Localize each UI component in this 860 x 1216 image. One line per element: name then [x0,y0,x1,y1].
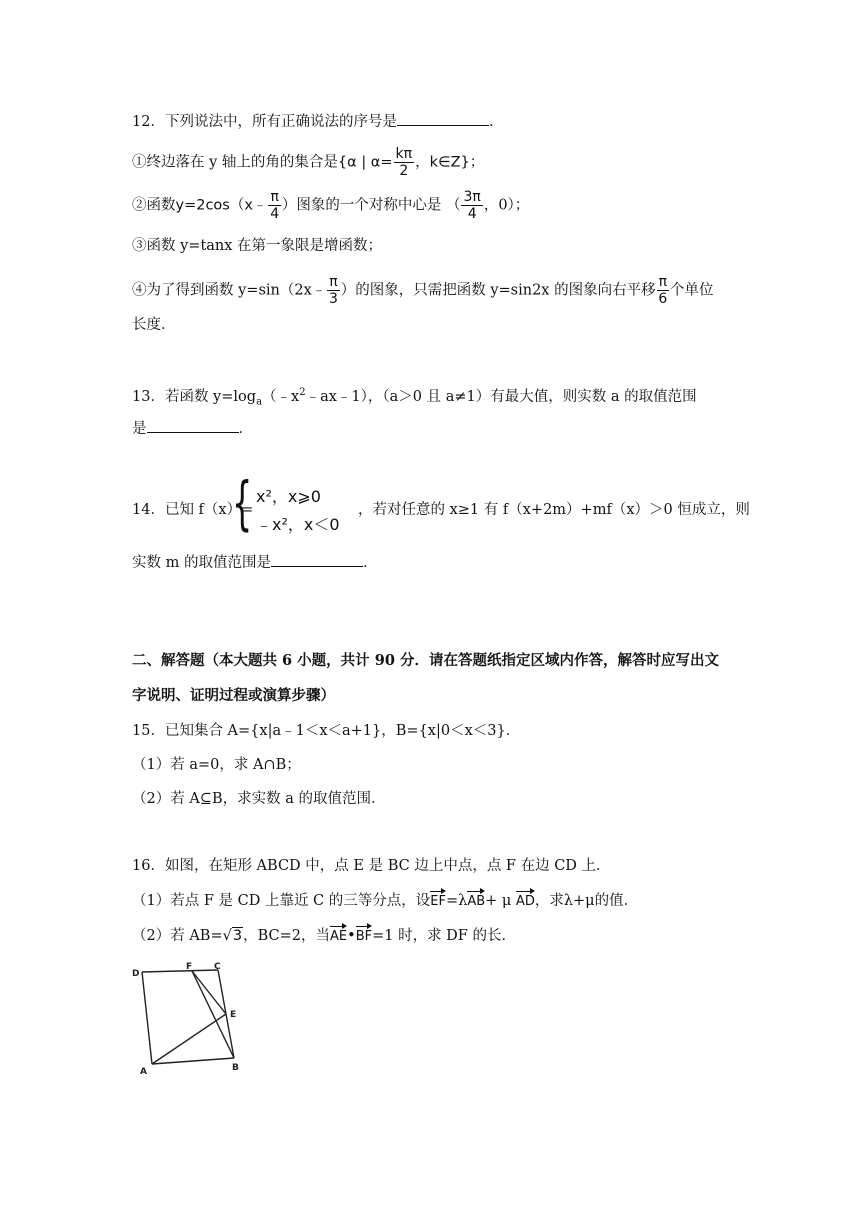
label-B: B [232,1063,239,1073]
rectangle-figure [128,962,248,1078]
segment-FB [192,971,237,1058]
q13-answer-blank [147,418,239,433]
vector-EF: EF [430,889,446,912]
q12-statement-2: ②函数y=2cos（x﹣ $\frac{\pi}{4}$ ）图象的一个对称中心是 （ $\frac{3\pi}{4}$ ，0）； [132,189,530,222]
piecewise-case-2: ﹣x²，x＜0 [256,515,340,534]
label-F: F [186,962,193,972]
vector-AD: AD [516,889,535,912]
q12-statement-4: ④为了得到函数 y=sin（2x﹣ $\frac{\pi}{3}$ ）的图象，只需把函数 y=sin2x 的图象向右平移 $\frac{\pi}{6}$ 个单位 [132,274,714,307]
fraction-pi-over-4: $\frac{\pi}{4}$ [270,189,280,222]
q12-statement-1: ①终边落在 y 轴上的角的集合是{α | α= $\frac{k\pi}{2}$ ，k∈Z}； [132,146,485,179]
piecewise-function [228,469,358,537]
section-2-heading-cont: 字说明、证明过程或演算步骤） [132,687,335,704]
q16-part-2: （2）若 AB=√3，BC=2，当AE•BF=1 时，求 DF 的长． [132,924,516,947]
edge-AB [152,1058,234,1064]
segment-AE [152,1014,226,1064]
label-A: A [140,1067,147,1077]
vector-AB: AB [467,889,485,912]
q12-stem: 12．下列说法中，所有正确说法的序号是 ． [132,111,503,132]
piecewise-case-1: x²，x⩾0 [256,487,321,506]
q13-stem: 13．若函数 $y=\log_a(﹣x^2﹣ax﹣1)$，（a＞0 且 a≠1）有最大值，则实数 a 的取值范围 [132,387,697,408]
label-D: D [132,969,140,979]
edge-DA [142,972,152,1064]
label-E: E [230,1010,237,1020]
q14-answer-blank [271,552,363,567]
left-brace: { [232,469,253,537]
q12-statement-4-cont: 长度． [132,317,176,333]
q15-part-1: （1）若 a=0，求 A∩B； [132,757,301,773]
section-2-heading: 二、解答题（本大题共 6 小题，共计 90 分．请在答题纸指定区域内作答，解答时应写出文 [132,652,719,669]
edge-DC [142,970,218,972]
label-C: C [214,962,221,972]
fraction-k-pi-over-2: $\frac{k\pi}{2}$ [395,146,413,179]
vector-AE: AE [330,924,347,947]
q13-stem-cont: 是 ． [132,418,253,439]
q12-statement-3: ③函数 y=tanx 在第一象限是增函数； [132,238,383,254]
q16-part-1: （1）若点 F 是 CD 上靠近 C 的三等分点，设EF=λAB+ μ AD，求λ+μ的值． [132,889,638,912]
fraction-3pi-over-4: $\frac{3\pi}{4}$ [463,189,481,222]
fraction-pi-over-3: $\frac{\pi}{3}$ [329,274,338,307]
vector-BF: BF [356,924,372,947]
q15-stem: 15．已知集合 A={x|a﹣1＜x＜a+1}，B={x|0＜x＜3}． [132,723,521,739]
q12-answer-blank [397,111,489,126]
q14-stem-b: ，若对任意的 x≥1 有 f（x+2m）+mf（x）＞0 恒成立，则 [358,502,750,518]
q14-stem-c: 实数 m 的取值范围是 ． [132,552,377,573]
q14-stem-a: 14．已知 f（x）= [132,502,254,518]
q15-part-2: （2）若 A⊆B，求实数 a 的取值范围． [132,791,386,807]
fraction-pi-over-6: $\frac{\pi}{6}$ [658,274,668,307]
q16-stem: 16．如图，在矩形 ABCD 中，点 E 是 BC 边上中点，点 F 在边 CD 上． [132,858,611,874]
sqrt-3: √3 [222,928,243,944]
